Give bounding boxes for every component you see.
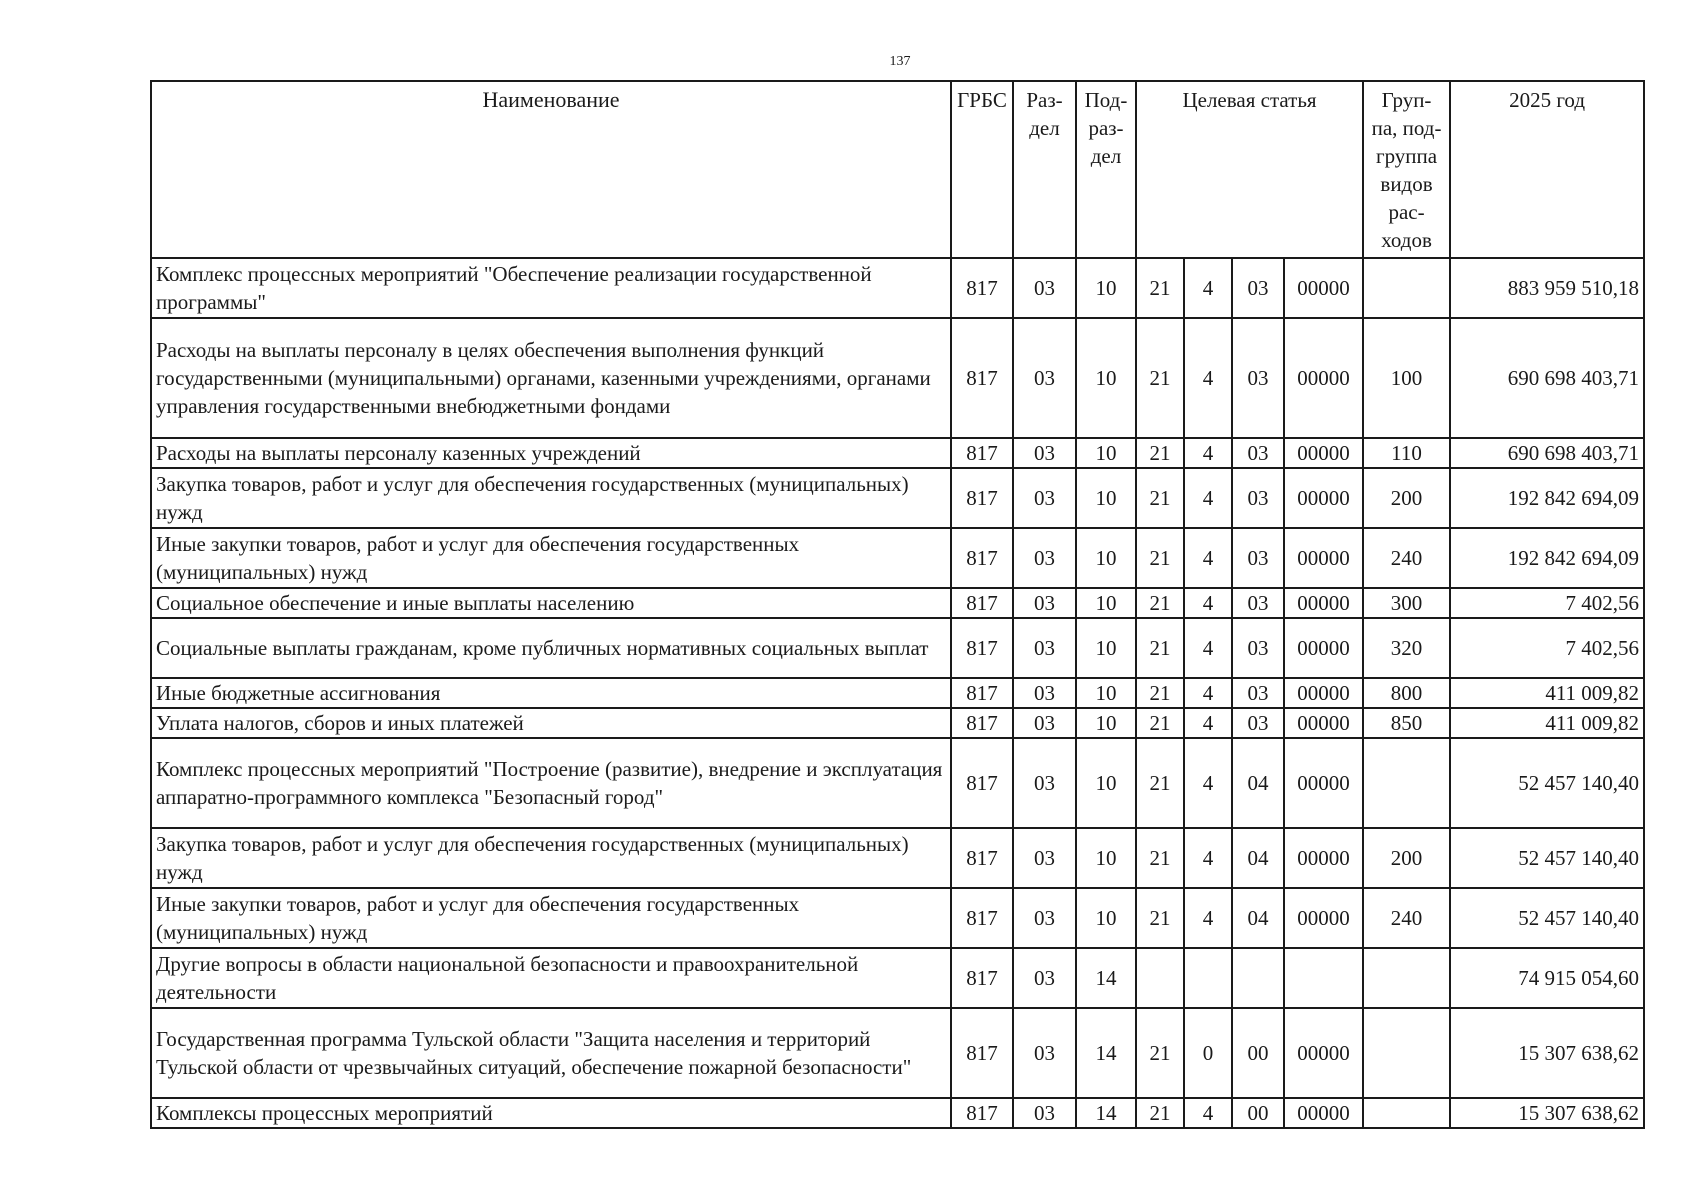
row-target-program: 21 [1136, 618, 1184, 678]
row-expense-group: 240 [1363, 528, 1450, 588]
header-podrazdel: Под- раз- дел [1076, 81, 1136, 258]
row-grbs: 817 [951, 738, 1013, 828]
table-row [151, 468, 1644, 528]
header-razdel: Раз- дел [1013, 81, 1076, 258]
row-target-program: 21 [1136, 528, 1184, 588]
row-target-direction: 00000 [1284, 678, 1363, 708]
row-expense-group: 240 [1363, 888, 1450, 948]
row-grbs: 817 [951, 1098, 1013, 1128]
row-amount: 15 307 638,62 [1450, 1008, 1644, 1098]
row-expense-group [1363, 1098, 1450, 1128]
row-expense-group [1363, 948, 1450, 1008]
row-razdel: 03 [1013, 678, 1076, 708]
row-target-direction: 00000 [1284, 528, 1363, 588]
row-target-structure: 03 [1232, 708, 1284, 738]
row-grbs: 817 [951, 258, 1013, 318]
row-amount: 690 698 403,71 [1450, 438, 1644, 468]
row-amount: 411 009,82 [1450, 708, 1644, 738]
table-row [151, 528, 1644, 588]
row-podrazdel: 10 [1076, 738, 1136, 828]
row-target-type: 4 [1184, 678, 1232, 708]
row-target-structure [1232, 948, 1284, 1008]
row-expense-group: 200 [1363, 828, 1450, 888]
row-target-type: 4 [1184, 708, 1232, 738]
row-amount: 74 915 054,60 [1450, 948, 1644, 1008]
row-target-structure: 03 [1232, 318, 1284, 438]
row-expense-group: 320 [1363, 618, 1450, 678]
row-expense-group [1363, 1008, 1450, 1098]
row-target-structure: 04 [1232, 738, 1284, 828]
header-name: Наименование [151, 81, 951, 258]
row-target-structure: 03 [1232, 468, 1284, 528]
row-grbs: 817 [951, 528, 1013, 588]
row-target-direction: 00000 [1284, 708, 1363, 738]
row-target-type: 4 [1184, 588, 1232, 618]
row-grbs: 817 [951, 678, 1013, 708]
row-name: Уплата налогов, сборов и иных платежей [151, 708, 951, 738]
row-amount: 7 402,56 [1450, 588, 1644, 618]
row-target-type: 4 [1184, 738, 1232, 828]
table-row [151, 318, 1644, 438]
row-razdel: 03 [1013, 588, 1076, 618]
row-target-direction: 00000 [1284, 1098, 1363, 1128]
table-row [151, 1008, 1644, 1098]
row-grbs: 817 [951, 828, 1013, 888]
row-target-program: 21 [1136, 1008, 1184, 1098]
row-razdel: 03 [1013, 318, 1076, 438]
table-row [151, 258, 1644, 318]
row-podrazdel: 10 [1076, 828, 1136, 888]
row-target-type [1184, 948, 1232, 1008]
row-target-structure: 04 [1232, 888, 1284, 948]
row-target-direction: 00000 [1284, 258, 1363, 318]
row-target-structure: 03 [1232, 438, 1284, 468]
row-podrazdel: 14 [1076, 1008, 1136, 1098]
row-podrazdel: 14 [1076, 1098, 1136, 1128]
row-grbs: 817 [951, 1008, 1013, 1098]
row-name: Комплекс процессных мероприятий "Построение (развитие), внедрение и эксплуатация аппаратно-программного комплекса "Безопасный город" [151, 738, 951, 828]
row-name: Государственная программа Тульской области "Защита населения и территорий Тульской области от чрезвычайных ситуаций, обеспечение пожарной безопасности" [151, 1008, 951, 1098]
row-podrazdel: 10 [1076, 528, 1136, 588]
row-razdel: 03 [1013, 618, 1076, 678]
row-target-program: 21 [1136, 678, 1184, 708]
row-podrazdel: 10 [1076, 888, 1136, 948]
row-expense-group: 100 [1363, 318, 1450, 438]
table-row [151, 618, 1644, 678]
table-row [151, 738, 1644, 828]
row-expense-group [1363, 738, 1450, 828]
row-target-type: 4 [1184, 528, 1232, 588]
row-grbs: 817 [951, 618, 1013, 678]
row-target-direction: 00000 [1284, 888, 1363, 948]
table-row [151, 438, 1644, 468]
row-razdel: 03 [1013, 528, 1076, 588]
budget-table [150, 80, 1645, 1129]
row-target-type: 4 [1184, 828, 1232, 888]
table-row [151, 678, 1644, 708]
row-razdel: 03 [1013, 738, 1076, 828]
row-target-program [1136, 948, 1184, 1008]
row-target-direction: 00000 [1284, 828, 1363, 888]
row-target-program: 21 [1136, 1098, 1184, 1128]
row-target-direction: 00000 [1284, 588, 1363, 618]
row-razdel: 03 [1013, 258, 1076, 318]
row-target-structure: 03 [1232, 588, 1284, 618]
row-target-structure: 03 [1232, 528, 1284, 588]
row-expense-group: 850 [1363, 708, 1450, 738]
row-target-structure: 00 [1232, 1008, 1284, 1098]
row-expense-group: 200 [1363, 468, 1450, 528]
row-expense-group: 300 [1363, 588, 1450, 618]
row-name: Социальные выплаты гражданам, кроме публичных нормативных социальных выплат [151, 618, 951, 678]
row-target-direction: 00000 [1284, 618, 1363, 678]
row-target-structure: 03 [1232, 618, 1284, 678]
row-razdel: 03 [1013, 1008, 1076, 1098]
row-grbs: 817 [951, 588, 1013, 618]
row-target-program: 21 [1136, 258, 1184, 318]
row-amount: 52 457 140,40 [1450, 888, 1644, 948]
row-amount: 690 698 403,71 [1450, 318, 1644, 438]
table-row [151, 828, 1644, 888]
row-name: Иные закупки товаров, работ и услуг для обеспечения государственных (муниципальных) нужд [151, 528, 951, 588]
row-name: Комплекс процессных мероприятий "Обеспечение реализации государственной программы" [151, 258, 951, 318]
row-target-direction: 00000 [1284, 318, 1363, 438]
row-target-program: 21 [1136, 588, 1184, 618]
row-razdel: 03 [1013, 948, 1076, 1008]
row-target-type: 4 [1184, 438, 1232, 468]
page-number: 137 [889, 54, 911, 69]
row-podrazdel: 10 [1076, 318, 1136, 438]
row-target-direction: 00000 [1284, 468, 1363, 528]
table-row [151, 1098, 1644, 1128]
row-podrazdel: 10 [1076, 678, 1136, 708]
row-expense-group [1363, 258, 1450, 318]
row-target-program: 21 [1136, 708, 1184, 738]
row-name: Иные закупки товаров, работ и услуг для обеспечения государственных (муниципальных) нужд [151, 888, 951, 948]
row-amount: 15 307 638,62 [1450, 1098, 1644, 1128]
header-expense-group: Груп- па, под- группа видов рас- ходов [1363, 81, 1450, 258]
row-target-program: 21 [1136, 738, 1184, 828]
row-amount: 883 959 510,18 [1450, 258, 1644, 318]
table-row [151, 948, 1644, 1008]
row-name: Расходы на выплаты персоналу в целях обеспечения выполнения функций государственными (муниципальными) органами, казенными учреждениями, органами управления государственными внебюджетными фондами [151, 318, 951, 438]
row-razdel: 03 [1013, 438, 1076, 468]
row-grbs: 817 [951, 438, 1013, 468]
row-name: Расходы на выплаты персоналу казенных учреждений [151, 438, 951, 468]
row-podrazdel: 10 [1076, 618, 1136, 678]
row-target-type: 0 [1184, 1008, 1232, 1098]
row-razdel: 03 [1013, 468, 1076, 528]
row-target-type: 4 [1184, 888, 1232, 948]
header-target-article: Целевая статья [1136, 81, 1363, 258]
table-row [151, 588, 1644, 618]
row-podrazdel: 10 [1076, 588, 1136, 618]
row-grbs: 817 [951, 948, 1013, 1008]
row-razdel: 03 [1013, 1098, 1076, 1128]
row-target-direction [1284, 948, 1363, 1008]
row-razdel: 03 [1013, 708, 1076, 738]
row-razdel: 03 [1013, 888, 1076, 948]
table-header-row [151, 81, 1644, 258]
row-grbs: 817 [951, 708, 1013, 738]
row-target-structure: 04 [1232, 828, 1284, 888]
row-target-type: 4 [1184, 258, 1232, 318]
row-amount: 411 009,82 [1450, 678, 1644, 708]
row-podrazdel: 10 [1076, 438, 1136, 468]
row-expense-group: 800 [1363, 678, 1450, 708]
header-grbs: ГРБС [951, 81, 1013, 258]
row-grbs: 817 [951, 888, 1013, 948]
row-name: Иные бюджетные ассигнования [151, 678, 951, 708]
row-razdel: 03 [1013, 828, 1076, 888]
row-target-type: 4 [1184, 318, 1232, 438]
row-target-structure: 03 [1232, 258, 1284, 318]
row-target-type: 4 [1184, 618, 1232, 678]
row-name: Социальное обеспечение и иные выплаты населению [151, 588, 951, 618]
row-target-program: 21 [1136, 438, 1184, 468]
row-target-structure: 00 [1232, 1098, 1284, 1128]
row-target-program: 21 [1136, 318, 1184, 438]
row-amount: 192 842 694,09 [1450, 468, 1644, 528]
row-target-program: 21 [1136, 888, 1184, 948]
header-year-2025: 2025 год [1450, 81, 1644, 258]
row-name: Закупка товаров, работ и услуг для обеспечения государственных (муниципальных) нужд [151, 468, 951, 528]
row-amount: 52 457 140,40 [1450, 738, 1644, 828]
row-name: Закупка товаров, работ и услуг для обеспечения государственных (муниципальных) нужд [151, 828, 951, 888]
row-amount: 7 402,56 [1450, 618, 1644, 678]
row-amount: 52 457 140,40 [1450, 828, 1644, 888]
row-amount: 192 842 694,09 [1450, 528, 1644, 588]
row-podrazdel: 14 [1076, 948, 1136, 1008]
table-row [151, 708, 1644, 738]
table-row [151, 888, 1644, 948]
row-target-structure: 03 [1232, 678, 1284, 708]
row-target-direction: 00000 [1284, 438, 1363, 468]
row-target-direction: 00000 [1284, 1008, 1363, 1098]
row-target-program: 21 [1136, 828, 1184, 888]
row-target-direction: 00000 [1284, 738, 1363, 828]
row-target-program: 21 [1136, 468, 1184, 528]
row-podrazdel: 10 [1076, 708, 1136, 738]
row-target-type: 4 [1184, 468, 1232, 528]
row-podrazdel: 10 [1076, 258, 1136, 318]
row-name: Комплексы процессных мероприятий [151, 1098, 951, 1128]
row-podrazdel: 10 [1076, 468, 1136, 528]
row-target-type: 4 [1184, 1098, 1232, 1128]
row-expense-group: 110 [1363, 438, 1450, 468]
row-grbs: 817 [951, 318, 1013, 438]
row-grbs: 817 [951, 468, 1013, 528]
row-name: Другие вопросы в области национальной безопасности и правоохранительной деятельности [151, 948, 951, 1008]
